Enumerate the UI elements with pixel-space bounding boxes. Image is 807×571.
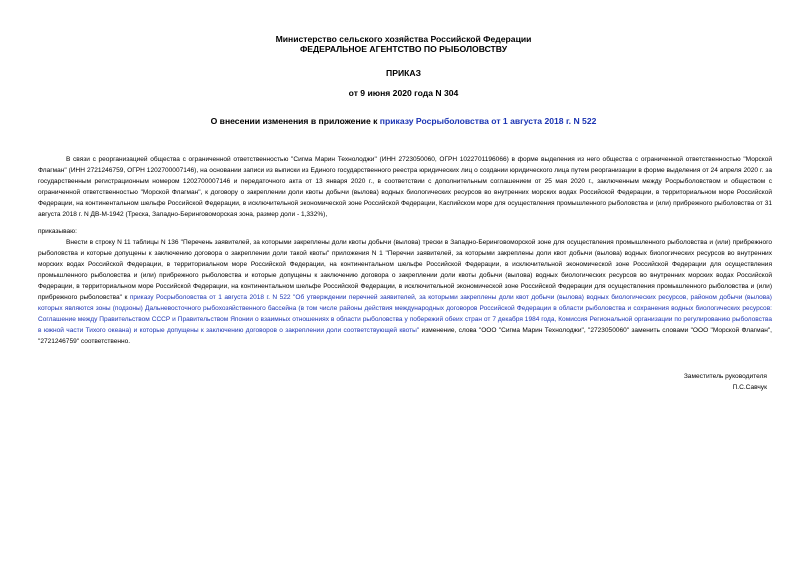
- document-type: ПРИКАЗ: [386, 68, 421, 78]
- signature-name: П.С.Савчук: [732, 384, 767, 391]
- document-title: [0, 116, 807, 126]
- agency-name: ФЕДЕРАЛЬНОЕ АГЕНТСТВО ПО РЫБОЛОВСТВУ: [299, 44, 508, 54]
- order-paragraph-ending: изменение, слова "ООО "Сигма Марин Технолоджи", "2723050060" заменить словами "ООО "Морской Флагман", "2721246759" соответственно.: [38, 327, 772, 345]
- order-paragraph: [38, 237, 772, 347]
- title-prefix: О внесении изменения в приложение к: [210, 116, 380, 126]
- order-paragraph-text: Внести в строку N 11 таблицы N 136 "Перечень заявителей, за которыми закреплены доли квоты добычи (вылова) трески в Западно-Беринговоморской зоне для осуществления промышленного рыболовства и (или) прибрежного рыболовства и которые допущены к заключению договора о закреплении доли такой квоты" приложения N 1 "Перечни заявителей, за которыми закреплены доли квот добычи (вылова) водных биологических ресурсов во внутренних морских водах Российской Федерации, в территориальном море Российской Федерации, на континентальном шельфе Российской Федерации, в исключительной экономической зоне Российской Федерации для осуществления промышленного рыболовства и (или) прибрежного рыболовства и которые допущены к заключению договора о закреплении доли квоты добычи (вылова) водных биологических ресурсов во внутренних морских водах Российской Федерации, в территориальном море Российской Федерации, на континентальном шельфе Российской Федерации, в исключительной экономической зоне Российской Федерации для осуществления промышленного рыболовства и (или) прибрежного рыболовства" к: [38, 239, 772, 301]
- ministry-name: Министерство сельского хозяйства Российской Федерации: [275, 34, 532, 44]
- order-body: [38, 237, 772, 347]
- signature-position: Заместитель руководителя: [683, 373, 767, 380]
- document-body: [38, 154, 772, 220]
- order-reference-link[interactable]: приказу Росрыболовства от 1 августа 2018 г. N 522 "Об утверждении перечней заявителей, за которыми закреплены доли квот добычи (вылова) водных биологических ресурсов, районом добычи (вылова) которых являются зоны (подзоны) Дальневосточного рыбохозяйственного бассейна (в том числе районы действия международных договоров Российской Федерации в области рыболовства и сохранения водных биологических ресурсов: Соглашение между Правительством СССР и Правительством Японии о взаимных отношениях в области рыболовства у побережий обеих стран от 7 декабря 1984 года, Комиссия Региональной организации по регулированию рыболовства в южной части Тихого океана) и которые допущены к заключению договоров о закреплении доли соответствующей квоты": [38, 294, 772, 334]
- document-date-number: от 9 июня 2020 года N 304: [348, 88, 459, 98]
- order-word: приказываю:: [38, 228, 77, 235]
- title-order-link[interactable]: приказу Росрыболовства от 1 августа 2018 г. N 522: [379, 116, 597, 126]
- preamble-paragraph: В связи с реорганизацией общества с ограниченной ответственностью "Сигма Марин Технолоджи" (ИНН 2723050060, ОГРН 1022701196066) в форме выделения из него общества с ограниченной ответственностью "Морской Флагман" (ИНН 2721246759, ОГРН 1202700007146), на основании записи из выписки из Единого государственного реестра юридических лиц о создании юридического лица путем реорганизации в форме выделения от 24 апреля 2020 г. за государственным регистрационным номером 1202700007146 и передаточного акта от 13 января 2020 г., в соответствии с дополнительным соглашением от 25 мая 2020 г., заключенным между Росрыболовством и обществом с ограниченной ответственностью "Морской Флагман", к договору о закреплении доли квоты добычи (вылова) водных биологических ресурсов во внутренних морских водах Российской Федерации, в территориальном море Российской Федерации, на континентальном шельфе Российской Федерации, в исключительной экономической зоне Российской Федерации, Каспийском море для осуществления промышленного рыболовства и (или) прибрежного рыболовства от 31 августа 2018 г. N ДВ-М-1942 (Треска, Западно-Беринговоморская зона, размер доли - 1,332%),: [38, 156, 772, 218]
- signature-block: [684, 371, 767, 393]
- order-section: [38, 226, 772, 237]
